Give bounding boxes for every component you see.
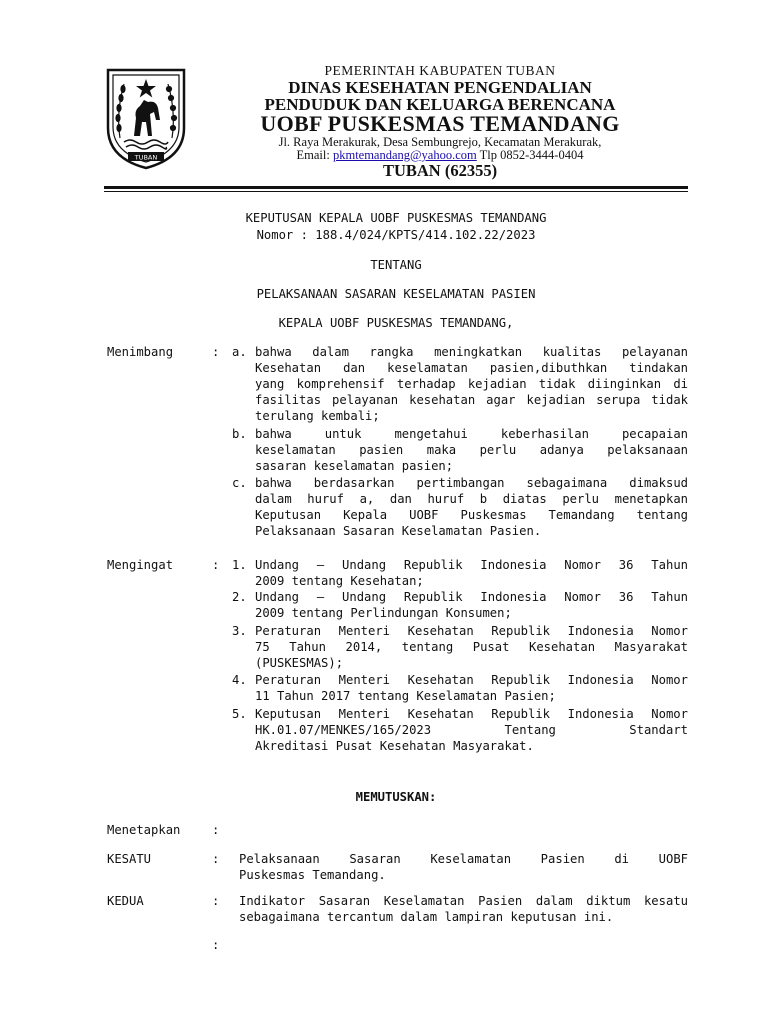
mengingat-4-line-2: 11 Tahun 2017 tentang Keselamatan Pasien; [255,689,556,703]
menetapkan-label: Menetapkan [107,823,181,837]
menimbang-c-line-4: Pelaksanaan Sasaran Keselamatan Pasien. [255,524,542,538]
mengingat-1-line-2: 2009 tentang Kesehatan; [255,574,424,588]
mengingat-5-line-2: HK.01.07/MENKES/165/2023 Tentang Standart [255,723,688,737]
kesatu-line-2: Puskesmas Temandang. [239,868,386,882]
email-link[interactable]: pkmtemandang@yahoo.com [332,148,477,162]
mengingat-marker-5: 5. [232,707,247,721]
kesatu-line-1: Pelaksanaan Sasaran Keselamatan Pasien di UOBF [239,852,688,866]
trailing-colon: : [212,938,220,952]
menimbang-c-line-1: bahwa berdasarkan pertimbangan sebagaimana dimaksud [255,476,688,490]
menimbang-c-line-2: dalam huruf a, dan huruf b diatas perlu menetapkan [255,492,688,506]
kedua-label: KEDUA [107,894,144,908]
menimbang-marker-a: a. [232,345,247,359]
email-prefix: Email: [296,148,333,162]
kedua-line-2: sebagaimana tercantum dalam lampiran keputusan ini. [239,910,614,924]
menetapkan-colon: : [212,823,220,837]
kedua-colon: : [212,894,220,908]
menimbang-a-line-3: yang komprehensif terhadap kejadian tidak diinginkan di [255,377,688,391]
menimbang-label: Menimbang [107,345,174,359]
kesatu-label: KESATU [107,852,152,866]
kesatu-colon: : [212,852,220,866]
mengingat-2-line-2: 2009 tentang Perlindungan Konsumen; [255,606,512,620]
letterhead-government: PEMERINTAH KABUPATEN TUBAN [324,63,556,78]
mengingat-3-line-3: (PUSKESMAS); [255,656,344,670]
menimbang-b-line-3: sasaran keselamatan pasien; [255,459,454,473]
mengingat-5-line-3: Akreditasi Pusat Kesehatan Masyarakat. [255,739,534,753]
logo-ribbon-text: TUBAN [134,153,158,162]
menimbang-colon: : [212,345,220,359]
decree-title: KEPUTUSAN KEPALA UOBF PUSKESMAS TEMANDANG [245,211,547,225]
menimbang-a-line-2: Kesehatan dan keselamatan pasien,dibuthkan tindakan [255,361,688,375]
menimbang-c-line-3: Keputusan Kepala UOBF Puskesmas Temandang tentang [255,508,688,522]
mengingat-marker-4: 4. [232,673,247,687]
letterhead-address: Jl. Raya Merakurak, Desa Sembungrejo, Kecamatan Merakurak, [278,135,602,149]
mengingat-3-line-1: Peraturan Menteri Kesehatan Republik Indonesia Nomor [255,624,688,638]
letterhead-institution: UOBF PUSKESMAS TEMANDANG [260,111,620,136]
letterhead-agency-line2: PENDUDUK DAN KELUARGA BERENCANA [264,95,616,114]
mengingat-marker-3: 3. [232,624,247,638]
mengingat-4-line-1: Peraturan Menteri Kesehatan Republik Indonesia Nomor [255,673,688,687]
menimbang-a-line-1: bahwa dalam rangka meningkatkan kualitas pelayanan [255,345,688,359]
menimbang-a-line-5: terulang kembali; [255,409,380,423]
menimbang-b-line-2: keselamatan pasien maka perlu adanya pelaksanaan [255,443,688,457]
mengingat-2-line-1: Undang – Undang Republik Indonesia Nomor 36 Tahun [255,590,688,604]
decree-number: Nomor : 188.4/024/KPTS/414.102.22/2023 [256,228,536,242]
mengingat-3-line-2: 75 Tahun 2014, tentang Pusat Kesehatan Masyarakat [255,640,688,654]
mengingat-colon: : [212,558,220,572]
tuban-coat-of-arms-logo [104,66,188,170]
kedua-line-1: Indikator Sasaran Keselamatan Pasien dalam diktum kesatu [239,894,688,908]
phone-number: Tlp 0852-3444-0404 [476,148,584,162]
mengingat-1-line-1: Undang – Undang Republik Indonesia Nomor 36 Tahun [255,558,688,572]
memutuskan-heading: MEMUTUSKAN: [355,790,437,804]
letterhead-divider-thin [104,191,688,192]
menimbang-marker-b: b. [232,427,247,441]
mengingat-label: Mengingat [107,558,174,572]
letterhead-agency-line1: DINAS KESEHATAN PENGENDALIAN [288,78,592,97]
mengingat-marker-1: 1. [232,558,247,572]
decree-head: KEPALA UOBF PUSKESMAS TEMANDANG, [278,316,514,330]
mengingat-marker-2: 2. [232,590,247,604]
letterhead-city: TUBAN (62355) [382,161,498,180]
menimbang-b-line-1: bahwa untuk mengetahui keberhasilan pecapaian [255,427,688,441]
letterhead-divider-thick [104,186,688,189]
menimbang-marker-c: c. [232,476,247,490]
decree-subject: PELAKSANAAN SASARAN KESELAMATAN PASIEN [256,287,536,301]
mengingat-5-line-1: Keputusan Menteri Kesehatan Republik Indonesia Nomor [255,707,688,721]
coat-of-arms-icon [104,66,188,170]
decree-tentang: TENTANG [370,258,422,272]
menimbang-a-line-4: fasilitas pelayanan kesehatan agar kejadian serupa tidak [255,393,688,407]
